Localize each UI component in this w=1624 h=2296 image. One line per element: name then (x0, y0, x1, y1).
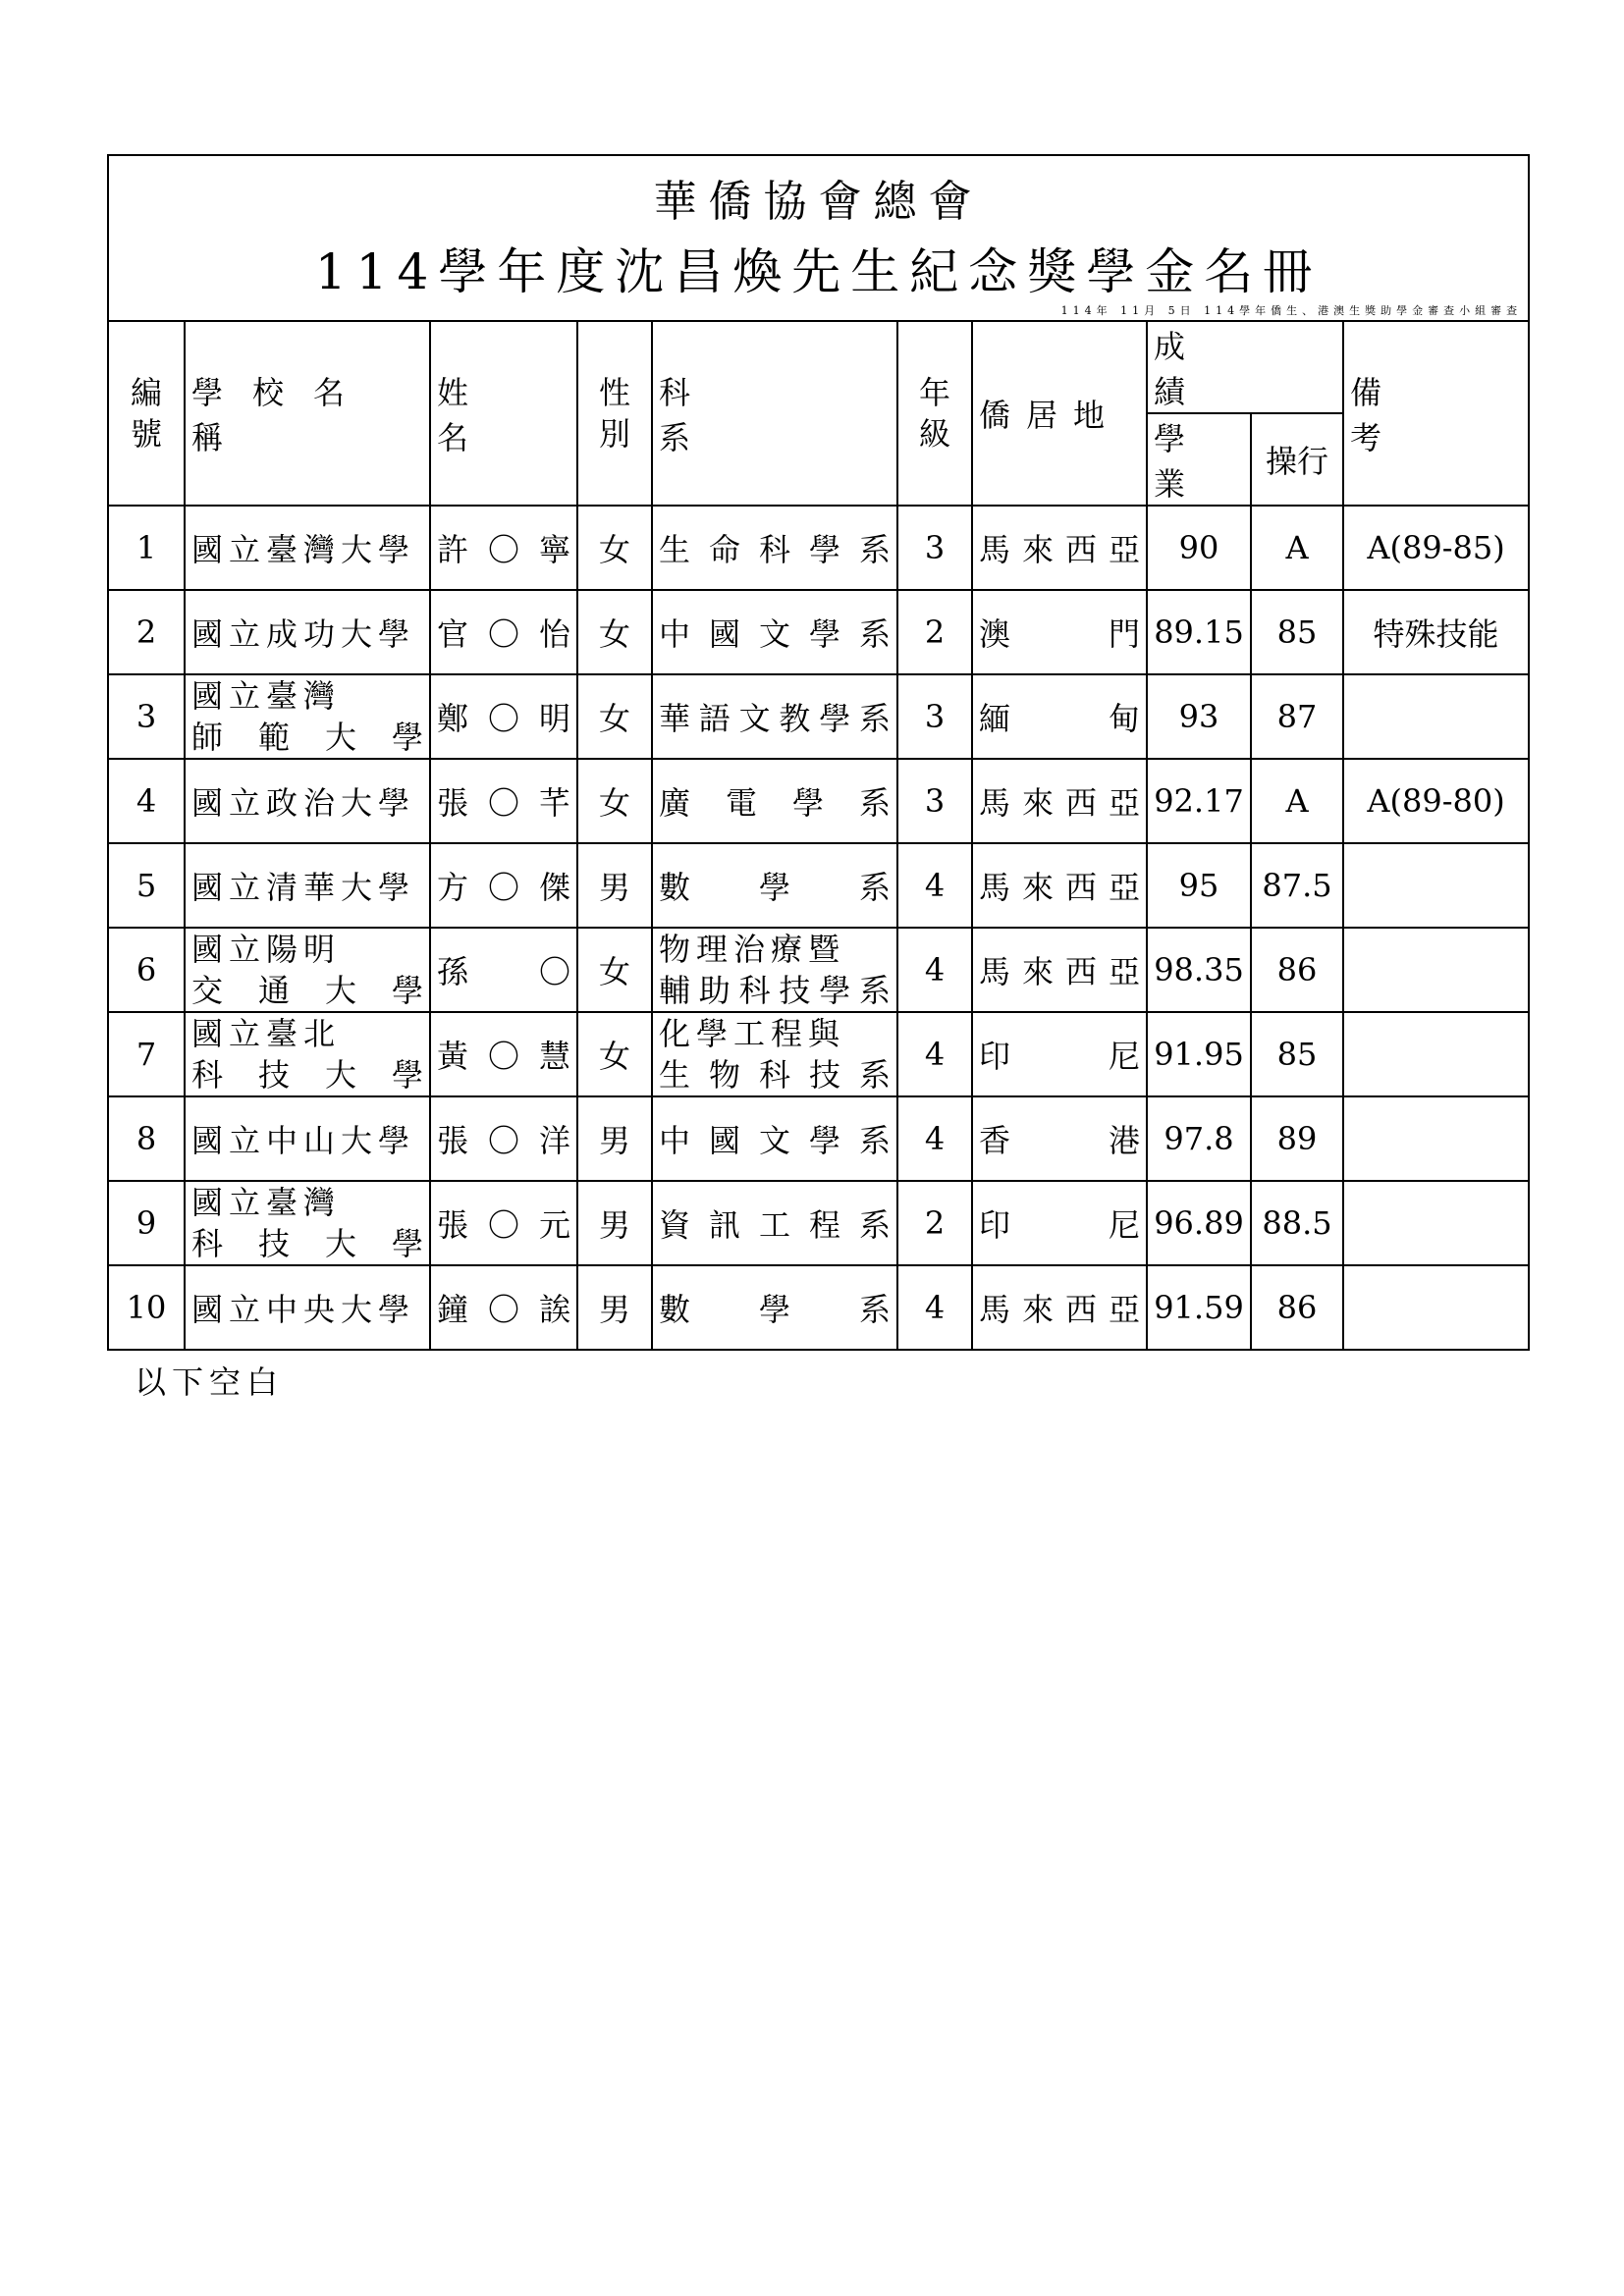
row-conduct-value: 89 (1276, 1120, 1318, 1157)
row-conduct (1251, 590, 1343, 674)
row-remarks (1343, 1012, 1529, 1096)
row-academic-value: 89.15 (1154, 614, 1244, 651)
row-residence-value: 馬 來 西 亞 (979, 1291, 1140, 1328)
row-gender (577, 1181, 652, 1265)
row-school-value: 國立清華大學 (191, 869, 416, 906)
roster-sheet (107, 154, 1528, 1351)
row-residence (972, 928, 1147, 1012)
row-academic-value: 97.8 (1164, 1120, 1234, 1157)
row-name (430, 928, 577, 1012)
row-name-value: 張 〇 洋 (437, 1122, 570, 1159)
header-conduct-label: 操行 (1265, 443, 1328, 480)
row-conduct-value: 86 (1276, 1289, 1318, 1326)
row-dept-value: 中 國 文 學 系 (659, 1122, 891, 1159)
row-residence-value: 馬 來 西 亞 (979, 953, 1140, 990)
row-name (430, 506, 577, 590)
row-school-value (186, 1013, 429, 1095)
row-no-value: 4 (135, 782, 157, 820)
row-school-value: 國立中山大學 (191, 1122, 416, 1159)
document-title: 114學年度沈昌煥先生紀念獎學金名冊 (314, 243, 1323, 300)
row-name-value: 方 〇 傑 (437, 869, 570, 906)
school-line1: 國立陽明 (191, 931, 342, 968)
header-grade (897, 321, 972, 506)
row-no-value: 8 (135, 1120, 157, 1157)
row-residence (972, 1265, 1147, 1350)
row-grade-value: 2 (924, 614, 946, 651)
dept-line1: 化學工程與 (659, 1015, 846, 1052)
table-row (108, 506, 1529, 590)
row-residence-value: 香 港 (979, 1122, 1140, 1159)
row-grade (897, 1181, 972, 1265)
row-remarks-value: 特殊技能 (1373, 615, 1499, 653)
header-gender (577, 321, 652, 506)
row-conduct-value: 88.5 (1262, 1204, 1332, 1242)
row-academic (1147, 590, 1251, 674)
header-dept-label: 科系 (659, 374, 848, 456)
row-conduct (1251, 674, 1343, 759)
row-grade-value: 4 (924, 867, 946, 904)
row-conduct (1251, 1265, 1343, 1350)
row-grade (897, 843, 972, 928)
row-dept (652, 928, 897, 1012)
row-conduct (1251, 759, 1343, 843)
row-grade (897, 1096, 972, 1181)
row-conduct-value: 87 (1276, 698, 1318, 735)
row-academic-value: 98.35 (1154, 951, 1244, 988)
row-name (430, 759, 577, 843)
row-academic (1147, 1265, 1251, 1350)
row-grade (897, 1265, 972, 1350)
row-grade (897, 928, 972, 1012)
row-residence-value: 印 尼 (979, 1038, 1140, 1075)
row-dept (652, 843, 897, 928)
school-line1: 國立臺灣 (191, 677, 342, 715)
row-residence-value: 馬 來 西 亞 (979, 784, 1140, 822)
row-residence-value: 印 尼 (979, 1206, 1140, 1244)
row-name-value: 官 〇 怡 (437, 615, 570, 653)
row-gender (577, 843, 652, 928)
row-school-value: 國立政治大學 (191, 784, 416, 822)
row-school-value: 國立臺灣大學 (191, 531, 416, 568)
row-school (185, 1096, 430, 1181)
row-gender-value: 男 (598, 1206, 630, 1244)
row-conduct-value: 86 (1276, 951, 1318, 988)
row-conduct-value: 87.5 (1262, 867, 1332, 904)
row-residence (972, 843, 1147, 928)
header-academic (1147, 413, 1251, 506)
row-dept-value: 數 學 系 (659, 1291, 891, 1328)
row-school-value (186, 929, 429, 1011)
table-row (108, 1265, 1529, 1350)
school-line2: 科 技 大 學 (191, 1225, 423, 1262)
row-school (185, 759, 430, 843)
row-name-value: 黃 〇 慧 (437, 1038, 570, 1075)
row-dept-value: 中 國 文 學 系 (659, 615, 891, 653)
row-conduct (1251, 1096, 1343, 1181)
row-academic (1147, 759, 1251, 843)
header-school (185, 321, 430, 506)
row-grade (897, 759, 972, 843)
row-grade (897, 590, 972, 674)
header-row (108, 321, 1529, 413)
row-no-value: 9 (135, 1204, 157, 1242)
row-gender (577, 1265, 652, 1350)
row-no (108, 674, 185, 759)
header-no (108, 321, 185, 506)
row-gender-value: 男 (598, 1122, 630, 1159)
row-grade (897, 674, 972, 759)
header-residence-label: 僑居地 (979, 397, 1121, 434)
row-dept (652, 1265, 897, 1350)
row-gender-value: 女 (598, 700, 630, 737)
row-dept-value: 生 命 科 學 系 (659, 531, 891, 568)
row-no-value: 7 (135, 1036, 157, 1073)
scholarship-roster-table (107, 154, 1530, 1351)
table-row (108, 759, 1529, 843)
row-grade-value: 4 (924, 951, 946, 988)
row-conduct-value: A (1285, 529, 1309, 566)
row-grade-value: 4 (924, 1036, 946, 1073)
row-name (430, 674, 577, 759)
row-residence (972, 759, 1147, 843)
row-conduct (1251, 928, 1343, 1012)
row-remarks (1343, 1265, 1529, 1350)
row-conduct-value: A (1285, 782, 1309, 820)
row-academic (1147, 928, 1251, 1012)
row-no-value: 10 (126, 1289, 167, 1326)
header-scores (1147, 321, 1343, 413)
row-conduct (1251, 506, 1343, 590)
row-no (108, 1096, 185, 1181)
row-remarks (1343, 674, 1529, 759)
row-school (185, 1265, 430, 1350)
header-academic-label: 學業 (1154, 420, 1212, 503)
row-name (430, 1181, 577, 1265)
row-academic (1147, 843, 1251, 928)
row-dept-value: 資 訊 工 程 系 (659, 1206, 891, 1244)
row-school (185, 506, 430, 590)
row-gender (577, 674, 652, 759)
school-line1: 國立臺北 (191, 1015, 342, 1052)
header-conduct (1251, 413, 1343, 506)
row-academic-value: 96.89 (1154, 1204, 1244, 1242)
row-name (430, 1265, 577, 1350)
row-dept (652, 1181, 897, 1265)
row-dept-value: 華 語 文 教 學 系 (659, 700, 891, 737)
row-grade-value: 3 (924, 782, 946, 820)
row-remarks (1343, 1096, 1529, 1181)
row-school (185, 1012, 430, 1096)
row-name-value: 張 〇 元 (437, 1206, 570, 1244)
row-name-value: 鐘 〇 誒 (437, 1291, 570, 1328)
row-residence (972, 674, 1147, 759)
row-gender-value: 女 (598, 1038, 630, 1075)
row-academic (1147, 1096, 1251, 1181)
row-residence-value: 馬 來 西 亞 (979, 869, 1140, 906)
table-row (108, 674, 1529, 759)
row-dept (652, 1012, 897, 1096)
row-dept-value: 數 學 系 (659, 869, 891, 906)
row-school (185, 590, 430, 674)
row-no (108, 1265, 185, 1350)
row-conduct (1251, 843, 1343, 928)
row-residence (972, 1181, 1147, 1265)
row-gender-value: 女 (598, 953, 630, 990)
row-grade-value: 4 (924, 1120, 946, 1157)
row-gender (577, 506, 652, 590)
header-remarks-label: 備考 (1350, 374, 1490, 456)
row-academic (1147, 674, 1251, 759)
header-no-label: 編號 (131, 374, 163, 453)
row-dept-value: 廣 電 學 系 (659, 784, 891, 822)
row-name-value: 孫 〇 (437, 953, 570, 990)
row-no (108, 928, 185, 1012)
row-residence (972, 1096, 1147, 1181)
row-residence-value: 緬 甸 (979, 700, 1140, 737)
row-remarks (1343, 506, 1529, 590)
header-residence (972, 321, 1147, 506)
org-title: 華僑協會總會 (653, 177, 984, 227)
row-remarks-value: A(89-80) (1367, 782, 1505, 820)
row-name-value: 許 〇 寧 (437, 531, 570, 568)
roster-body (108, 506, 1529, 1350)
table-row (108, 1096, 1529, 1181)
row-dept-value (653, 929, 896, 1011)
school-line2: 科 技 大 學 (191, 1056, 423, 1094)
row-academic-value: 91.59 (1154, 1289, 1244, 1326)
row-school (185, 674, 430, 759)
row-school-value (186, 675, 429, 758)
row-school-value: 國立中央大學 (191, 1291, 416, 1328)
row-name-value: 鄭 〇 明 (437, 700, 570, 737)
row-residence (972, 1012, 1147, 1096)
row-gender-value: 女 (598, 615, 630, 653)
row-conduct (1251, 1181, 1343, 1265)
school-line1: 國立臺灣 (191, 1184, 342, 1221)
row-remarks (1343, 843, 1529, 928)
row-no-value: 2 (135, 614, 157, 651)
row-name (430, 1096, 577, 1181)
row-grade-value: 4 (924, 1289, 946, 1326)
row-academic (1147, 1012, 1251, 1096)
row-grade (897, 1012, 972, 1096)
header-school-label: 學校名稱 (191, 374, 375, 456)
header-grade-label: 年級 (919, 374, 951, 453)
row-remarks (1343, 759, 1529, 843)
row-no-value: 3 (135, 698, 157, 735)
blank-below-note: 以下空白 (135, 1363, 285, 1401)
row-name (430, 1012, 577, 1096)
header-name (430, 321, 577, 506)
row-dept (652, 674, 897, 759)
row-school-value (186, 1182, 429, 1264)
header-remarks (1343, 321, 1529, 506)
row-no-value: 6 (135, 951, 157, 988)
row-grade (897, 506, 972, 590)
row-grade-value: 3 (924, 698, 946, 735)
table-row (108, 1181, 1529, 1265)
school-line2: 交 通 大 學 (191, 972, 423, 1009)
school-line2: 師 範 大 學 (191, 719, 423, 756)
row-remarks (1343, 928, 1529, 1012)
row-no (108, 843, 185, 928)
row-conduct (1251, 1012, 1343, 1096)
row-no (108, 1181, 185, 1265)
row-school-value: 國立成功大學 (191, 615, 416, 653)
row-school (185, 928, 430, 1012)
row-gender (577, 1096, 652, 1181)
row-academic-value: 93 (1178, 698, 1219, 735)
row-name (430, 843, 577, 928)
row-no-value: 1 (135, 529, 157, 566)
row-grade-value: 3 (924, 529, 946, 566)
row-name (430, 590, 577, 674)
row-conduct-value: 85 (1276, 1036, 1318, 1073)
row-dept (652, 506, 897, 590)
row-academic-value: 90 (1178, 529, 1219, 566)
row-gender (577, 759, 652, 843)
row-remarks (1343, 1181, 1529, 1265)
header-dept (652, 321, 897, 506)
dept-line2: 輔 助 科 技 學 系 (659, 972, 891, 1009)
row-no (108, 590, 185, 674)
row-academic-value: 92.17 (1154, 782, 1244, 820)
row-school (185, 1181, 430, 1265)
row-gender (577, 928, 652, 1012)
row-residence-value: 澳 門 (979, 615, 1140, 653)
row-grade-value: 2 (924, 1204, 946, 1242)
row-gender-value: 男 (598, 1291, 630, 1328)
row-academic (1147, 1181, 1251, 1265)
header-gender-label: 性別 (599, 374, 631, 453)
row-no (108, 506, 185, 590)
row-no (108, 1012, 185, 1096)
title-block (108, 155, 1529, 321)
row-remarks (1343, 590, 1529, 674)
row-dept (652, 590, 897, 674)
dept-line1: 物理治療暨 (659, 931, 846, 968)
row-gender-value: 男 (598, 869, 630, 906)
row-gender (577, 1012, 652, 1096)
row-residence (972, 506, 1147, 590)
row-dept (652, 1096, 897, 1181)
row-academic-value: 95 (1178, 867, 1219, 904)
row-dept (652, 759, 897, 843)
row-residence-value: 馬 來 西 亞 (979, 531, 1140, 568)
row-dept-value (653, 1013, 896, 1095)
header-name-label: 姓名 (437, 374, 532, 456)
row-residence (972, 590, 1147, 674)
row-no (108, 759, 185, 843)
header-scores-label: 成績 (1154, 328, 1294, 410)
row-gender-value: 女 (598, 784, 630, 822)
row-gender (577, 590, 652, 674)
row-conduct-value: 85 (1276, 614, 1318, 651)
row-gender-value: 女 (598, 531, 630, 568)
review-note: 114年 11月 5日 114學年僑生、港澳生獎助學金審查小組審查 (1060, 304, 1523, 317)
row-name-value: 張 〇 芊 (437, 784, 570, 822)
table-row (108, 928, 1529, 1012)
table-row (108, 843, 1529, 928)
table-row (108, 1012, 1529, 1096)
row-remarks-value: A(89-85) (1367, 529, 1505, 566)
row-academic-value: 91.95 (1154, 1036, 1244, 1073)
dept-line2: 生 物 科 技 系 (659, 1056, 891, 1094)
row-no-value: 5 (135, 867, 157, 904)
row-academic (1147, 506, 1251, 590)
row-school (185, 843, 430, 928)
table-row (108, 590, 1529, 674)
